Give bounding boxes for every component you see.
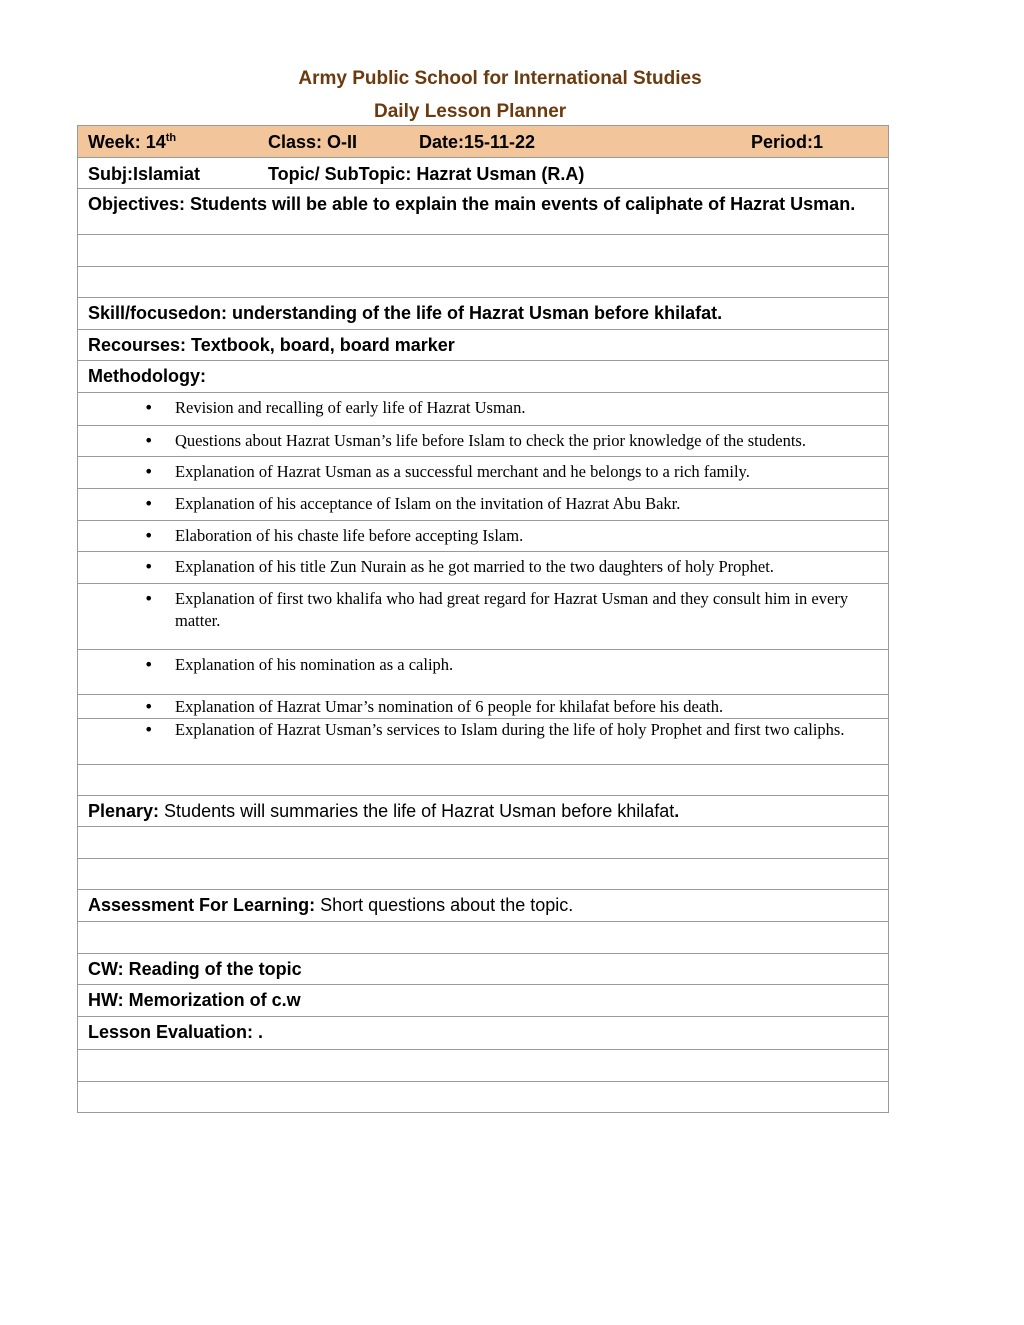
assessment-row: [78, 890, 888, 922]
plenary-row: [78, 796, 888, 827]
lesson-plan-table: [77, 125, 889, 1113]
empty-row: [78, 1050, 888, 1082]
plenary-label: Plenary:: [88, 801, 160, 821]
methodology-item: • Explanation of his nomination as a caliph.: [78, 650, 888, 695]
plenary-end: .: [674, 801, 680, 821]
period-cell: Period:1: [751, 132, 824, 152]
header-row: [78, 126, 888, 158]
empty-row: [78, 235, 888, 267]
document-title: Daily Lesson Planner: [374, 101, 567, 122]
plenary-text: Students will summaries the life of Hazrat Usman before khilafat: [159, 801, 675, 821]
methodology-item: • Revision and recalling of early life of Hazrat Usman.: [78, 393, 888, 426]
subject-row: [78, 158, 888, 189]
empty-row: [78, 922, 888, 954]
methodology-label-row: Methodology:: [78, 361, 888, 393]
assessment-label: Assessment For Learning:: [88, 895, 316, 915]
methodology-item: • Explanation of Hazrat Umar’s nomination of 6 people for khilafat before his death.: [78, 695, 888, 719]
classwork-row: CW: Reading of the topic: [78, 954, 888, 985]
methodology-item: • Explanation of his acceptance of Islam on the invitation of Hazrat Abu Bakr.: [78, 489, 888, 521]
homework-row: HW: Memorization of c.w: [78, 985, 888, 1017]
evaluation-row: Lesson Evaluation: .: [78, 1017, 888, 1050]
methodology-item: • Explanation of Hazrat Usman as a successful merchant and he belongs to a rich family.: [78, 457, 888, 489]
week-label: Week: 14: [88, 132, 166, 152]
topic-cell: Topic/ SubTopic: Hazrat Usman (R.A): [268, 164, 585, 184]
empty-row: [78, 267, 888, 298]
methodology-item: • Elaboration of his chaste life before accepting Islam.: [78, 521, 888, 552]
methodology-item: • Explanation of his title Zun Nurain as he got married to the two daughters of holy Prophet.: [78, 552, 888, 584]
methodology-item: • Explanation of first two khalifa who had great regard for Hazrat Usman and they consult him in every matter.: [78, 584, 888, 650]
date-cell: Date:15-11-22: [419, 132, 536, 152]
empty-row: [78, 1082, 888, 1113]
week-suffix: th: [165, 132, 177, 144]
school-name: Army Public School for International Studies: [298, 68, 702, 89]
class-cell: Class: O-II: [268, 132, 358, 152]
empty-row: [78, 765, 888, 796]
week-cell: [88, 132, 176, 153]
resources-row: Recourses: Textbook, board, board marker: [78, 330, 888, 361]
methodology-item: • Questions about Hazrat Usman’s life before Islam to check the prior knowledge of the students.: [78, 426, 888, 457]
empty-row: [78, 859, 888, 890]
skill-row: Skill/focusedon: understanding of the life of Hazrat Usman before khilafat.: [78, 298, 888, 330]
subject-cell: Subj:Islamiat: [88, 164, 201, 184]
empty-row: [78, 827, 888, 859]
assessment-text: Short questions about the topic.: [315, 895, 574, 915]
methodology-item: • Explanation of Hazrat Usman’s services to Islam during the life of holy Prophet and first two caliphs.: [78, 719, 888, 765]
objectives-row: Objectives: Students will be able to explain the main events of caliphate of Hazrat Usman.: [78, 189, 888, 235]
